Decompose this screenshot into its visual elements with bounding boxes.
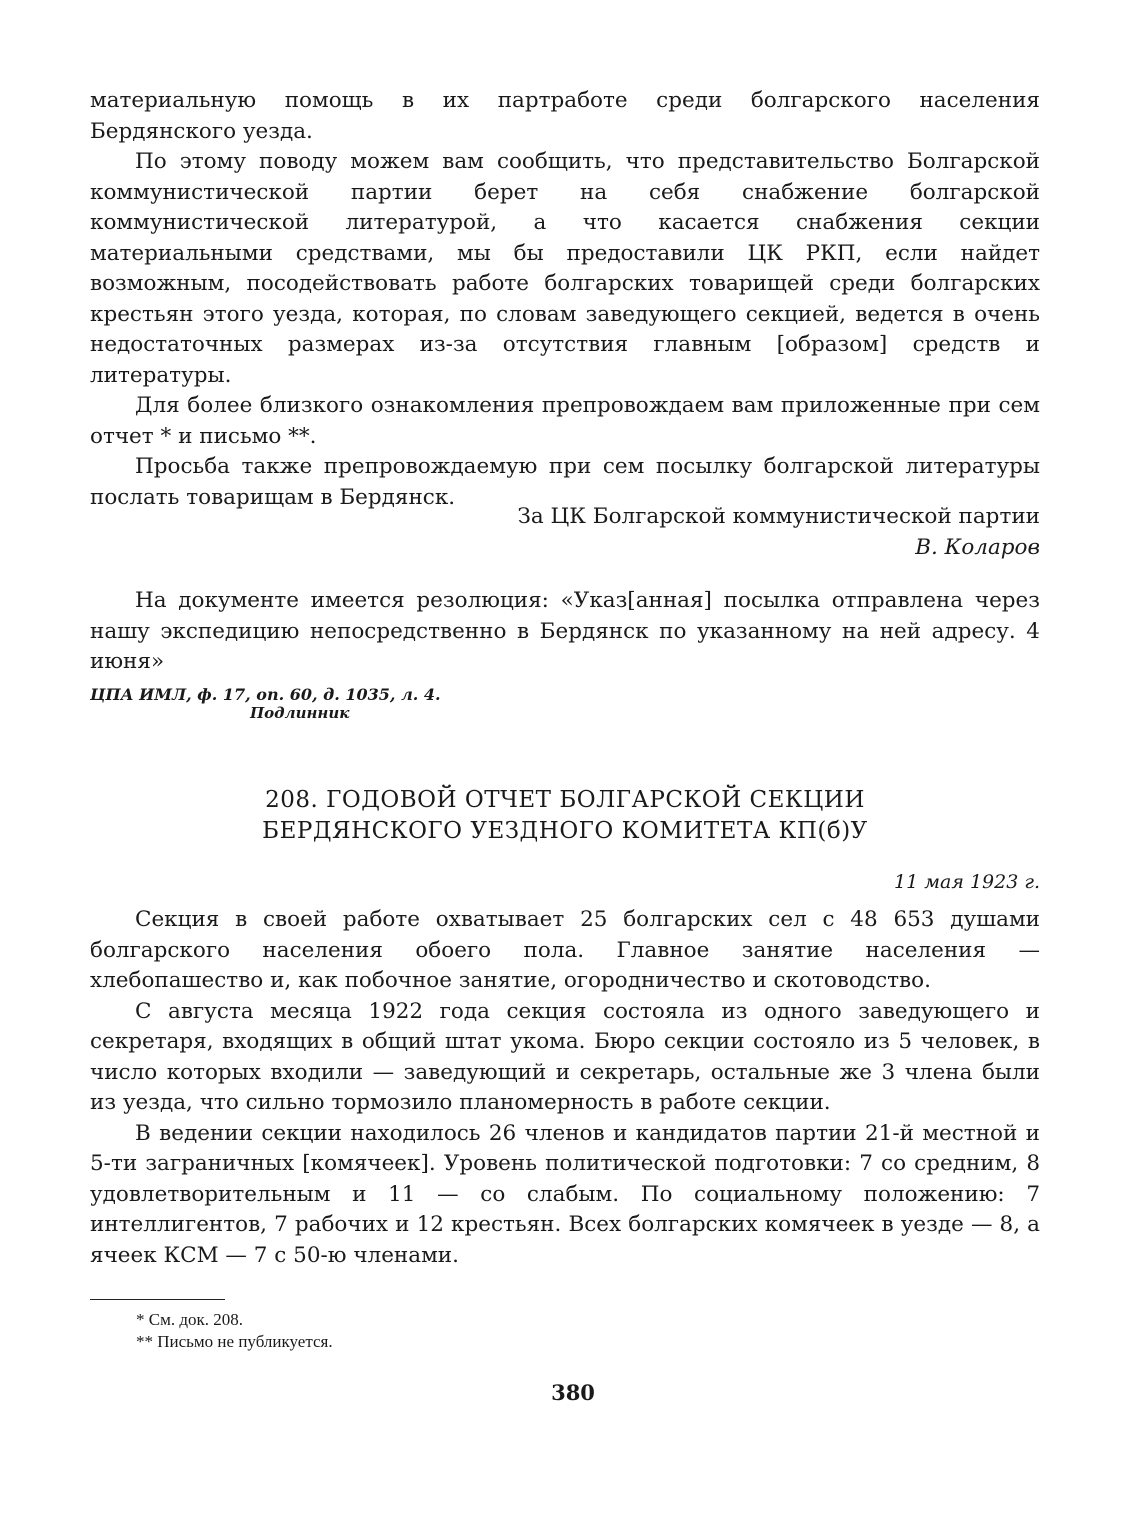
section-title-line-1: 208. ГОДОВОЙ ОТЧЕТ БОЛГАРСКОЙ СЕКЦИИ [265,787,865,813]
section-title [90,785,1040,847]
resolution-block [90,586,1040,678]
page-number: 380 [551,1380,595,1405]
section-date: 11 мая 1923 г. [894,871,1040,893]
paragraph: Просьба также препровождаемую при сем посылку болгарской литературы послать товарищам в Бердянск. [90,454,1040,510]
footnote-divider [90,1299,225,1300]
signature-org: За ЦК Болгарской коммунистической партии [517,504,1040,529]
archive-reference [90,685,441,723]
report-paragraph: С августа месяца 1922 года секция состояла из одного заведующего и секретаря, входящих в общий штат укома. Бюро секции состояло из 5 человек, в число которых входили — заведующий и секретарь, остальные же 3 члена были из уезда, что сильно тормозило планомерность в работе секции. [90,998,1040,1115]
paragraph: По этому поводу можем вам сообщить, что представительство Болгарской коммунистической партии берет на себя снабжение болгарской коммунистической литературой, а что касается снабжения секции материальными средствами, мы бы предоставили ЦК РКП, если найдет возможным, посодействовать работе болгарских товарищей среди болгарских крестьян этого уезда, которая, по словам заведующего секцией, ведется в очень недостаточных размерах из-за отсутствия главным [образом] средств и литературы. [90,149,1040,388]
resolution-note: На документе имеется резолюция: «Указ[анная] посылка отправлена через нашу экспедицию непосредственно в Бердянск по указанному на ней адресу. 4 июня» [90,588,1040,674]
report-body [90,905,1040,1271]
section-title-line-2: БЕРДЯНСКОГО УЕЗДНОГО КОМИТЕТА КП(б)У [262,818,868,844]
footnote: ** Письмо не публикуется. [136,1332,333,1351]
signature-name: В. Коларов [915,535,1040,560]
continuation-paragraph: материальную помощь в их партработе среди болгарского населения Бердянского уезда. [90,88,1040,144]
footnote: * См. док. 208. [136,1310,244,1329]
report-paragraph: В ведении секции находилось 26 членов и кандидатов партии 21-й местной и 5-ти заграничных [комячеек]. Уровень политической подготовки: 7 со средним, 8 удовлетворительным и 11 — со слабым. По социальному положению: 7 интеллигентов, 7 рабочих и 12 крестьян. Всех болгарских комячеек в уезде — 8, а ячеек КСМ — 7 с 50-ю членами. [90,1120,1040,1268]
paragraph: Для более близкого ознакомления препровождаем вам приложенные при сем отчет * и письмо **. [90,393,1040,449]
report-paragraph: Секция в своей работе охватывает 25 болгарских сел с 48 653 душами болгарского населения обоего пола. Главное занятие населения — хлебопашество и, как побочное занятие, огородничество и скотоводство. [90,907,1040,993]
footnotes [136,1309,333,1353]
letter-body [90,86,1040,513]
archive-source: ЦПА ИМЛ, ф. 17, оп. 60, д. 1035, л. 4. [90,685,441,704]
archive-type: Подлинник [250,704,350,722]
